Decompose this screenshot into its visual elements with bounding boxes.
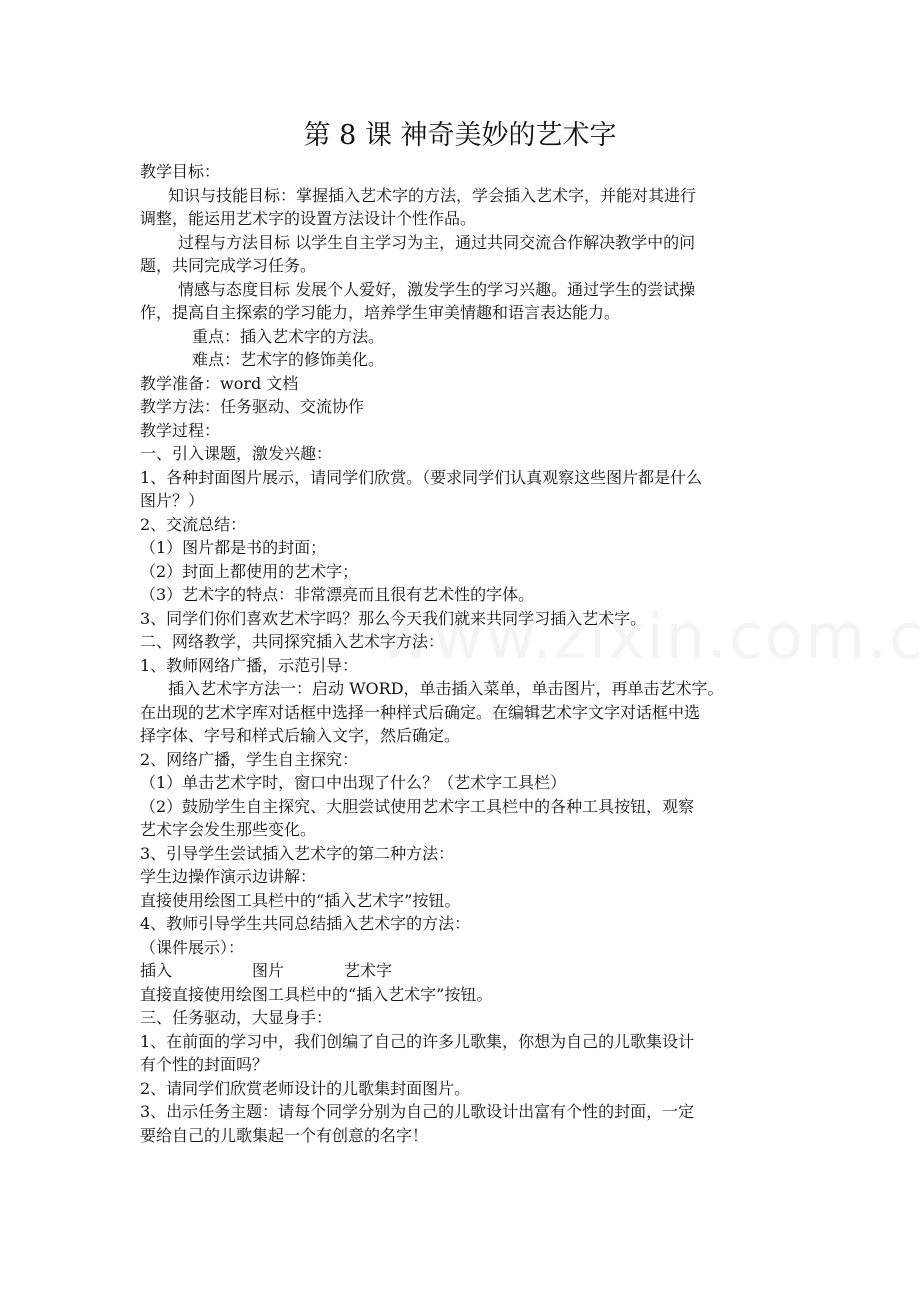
step-insert: 插入 [140, 961, 173, 980]
paragraph-line: 3、出示任务主题：请每个同学分别为自己的儿歌设计出富有个性的封面，一定 [140, 1102, 695, 1121]
paragraph-line: 3、引导学生尝试插入艺术字的第二种方法： [140, 843, 455, 863]
section-heading: 二、网络教学，共同探究插入艺术字方法： [140, 632, 445, 651]
paragraph-line: 1、在前面的学习中，我们创编了自己的许多儿歌集，你想为自己的儿歌集设计 [140, 1031, 695, 1051]
step-wordart: 艺术字 [344, 961, 393, 980]
paragraph-line: 直接直接使用绘图工具栏中的“插入艺术字”按钮。 [140, 984, 493, 1004]
paragraph-line: 教学过程： [140, 420, 221, 440]
paragraph-line: 2、网络广播，学生自主探究： [140, 749, 359, 769]
paragraph-line: 学生边操作演示边讲解： [140, 867, 317, 886]
paragraph-line: 情感与态度目标 发展个人爱好，激发学生的学习兴趣。通过学生的尝试操 [178, 279, 696, 299]
paragraph-line: 作，提高自主探索的学习能力，培养学生审美情趣和语言表达能力。 [140, 303, 621, 322]
paragraph-line: 调整，能运用艺术字的设置方法设计个性作品。 [140, 209, 477, 228]
paragraph-line: 过程与方法目标 以学生自主学习为主，通过共同交流合作解决教学中的问 [178, 232, 696, 252]
paragraph-line: 教学目标： [140, 162, 221, 181]
paragraph-line: 1、教师网络广播，示范引导： [140, 655, 359, 675]
paragraph-line: 题，共同完成学习任务。 [140, 256, 317, 275]
paragraph-line: 有个性的封面吗？ [140, 1055, 269, 1074]
paragraph-line: 3、同学们你们喜欢艺术字吗？那么今天我们就来共同学习插入艺术字。 [140, 608, 647, 628]
section-heading: 三、任务驱动，大显身手： [140, 1008, 333, 1027]
paragraph-line: 教学方法：任务驱动、交流协作 [140, 397, 365, 416]
paragraph-line: 2、交流总结： [140, 514, 247, 534]
paragraph-line: （课件展示）： [140, 937, 245, 957]
paragraph-line: 图片？） [140, 491, 205, 510]
steps-row [140, 959, 780, 983]
paragraph-line: 艺术字会发生那些变化。 [140, 820, 317, 839]
paragraph-line: （2）封面上都使用的艺术字； [140, 561, 359, 581]
paragraph-line: （2）鼓励学生自主探究、大胆尝试使用艺术字工具栏中的各种工具按钮，观察 [140, 796, 695, 816]
paragraph-line: 教学准备：word 文档 [140, 373, 299, 393]
page-title: 第 8 课 神奇美妙的艺术字 [303, 120, 617, 151]
section-heading: 一、引入课题，激发兴趣： [140, 444, 333, 463]
document-body [140, 160, 780, 1147]
paragraph-line: 插入艺术字方法一：启动 WORD，单击插入菜单，单击图片，再单击艺术字。 [168, 679, 724, 698]
paragraph-line: 4、教师引导学生共同总结插入艺术字的方法： [140, 914, 471, 933]
paragraph-line: 择字体、字号和样式后输入文字，然后确定。 [140, 726, 461, 745]
paragraph-line: 2、请同学们欣赏老师设计的儿歌集封面图片。 [140, 1078, 471, 1098]
paragraph-line: （3）艺术字的特点：非常漂亮而且很有艺术性的字体。 [140, 585, 535, 604]
paragraph-line: 直接使用绘图工具栏中的“插入艺术字”按钮。 [140, 890, 461, 910]
paragraph-line: 在出现的艺术字库对话框中选择一种样式后确定。在编辑艺术字文字对话框中选 [140, 702, 701, 722]
paragraph-line: （1）图片都是书的封面； [140, 538, 327, 557]
paragraph-line: 要给自己的儿歌集起一个有创意的名字！ [140, 1125, 429, 1145]
paragraph-line: 知识与技能目标：掌握插入艺术字的方法，学会插入艺术字，并能对其进行 [168, 185, 697, 205]
paragraph-line: 重点：插入艺术字的方法。 [192, 326, 385, 346]
paragraph-line: 难点：艺术字的修饰美化。 [192, 350, 385, 369]
paragraph-line: （1）单击艺术字时，窗口中出现了什么？（艺术字工具栏） [140, 773, 567, 792]
paragraph-line: 1、各种封面图片展示，请同学们欣赏。（要求同学们认真观察这些图片都是什么 [140, 467, 703, 487]
step-picture: 图片 [252, 961, 285, 980]
